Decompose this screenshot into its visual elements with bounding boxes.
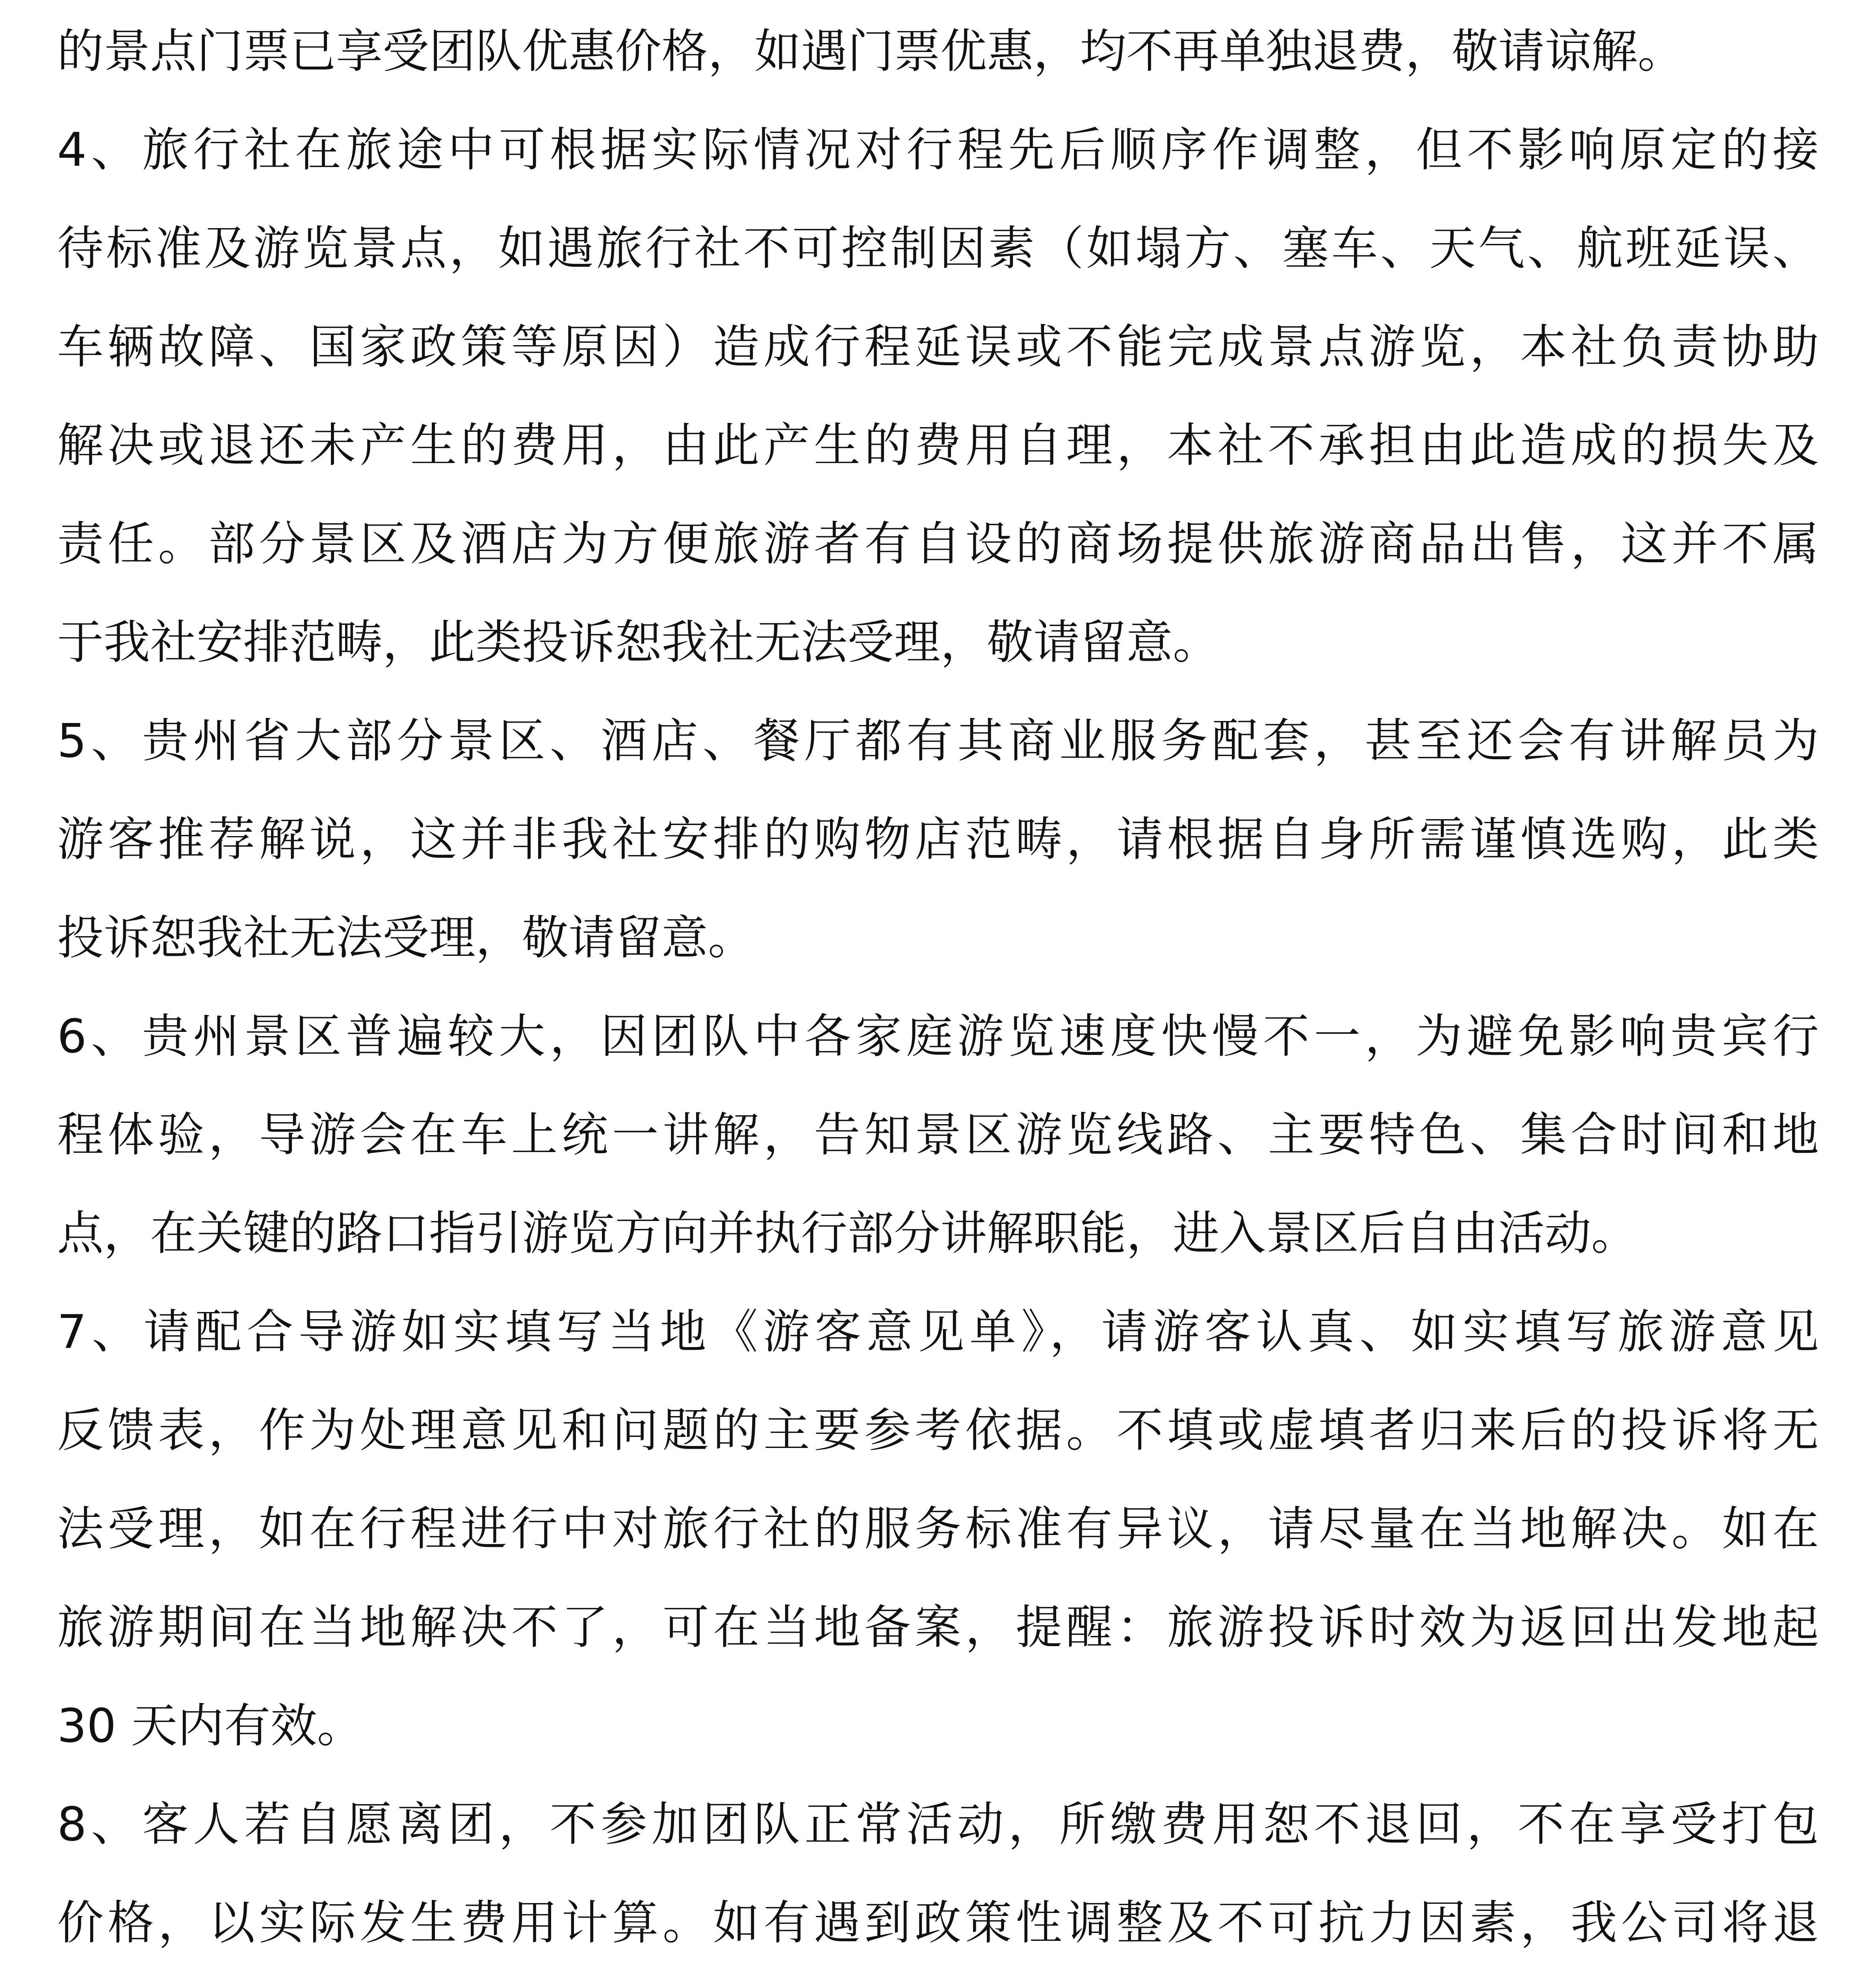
- text-line: 游客推荐解说，这并非我社安排的购物店范畴，请根据自身所需谨慎选购，此类: [57, 812, 1819, 866]
- text-line: 解决或退还未产生的费用，由此产生的费用自理，本社不承担由此造成的损失及: [57, 418, 1819, 472]
- text-line: 的景点门票已享受团队优惠价格，如遇门票优惠，均不再单独退费，敬请谅解。: [57, 24, 1685, 78]
- text-line: 价格，以实际发生费用计算。如有遇到政策性调整及不可抗力因素，我公司将退: [57, 1896, 1819, 1950]
- text-line: 车辆故障、国家政策等原因）造成行程延误或不能完成景点游览，本社负责协助: [57, 320, 1819, 374]
- text-line: 程体验，导游会在车上统一讲解，告知景区游览线路、主要特色、集合时间和地: [57, 1108, 1819, 1162]
- text-line: 旅游期间在当地解决不了，可在当地备案，提醒：旅游投诉时效为返回出发地起: [57, 1600, 1819, 1654]
- text-line: 点，在关键的路口指引游览方向并执行部分讲解职能，进入景区后自由活动。: [57, 1206, 1638, 1260]
- text-line: 7、请配合导游如实填写当地《游客意见单》，请游客认真、如实填写旅游意见: [57, 1305, 1819, 1359]
- text-line: 于我社安排范畴，此类投诉恕我社无法受理，敬请留意。: [57, 615, 1220, 669]
- text-line: 4、旅行社在旅途中可根据实际情况对行程先后顺序作调整，但不影响原定的接: [57, 123, 1819, 177]
- text-line: 30 天内有效。: [57, 1699, 364, 1753]
- text-line: 法受理，如在行程进行中对旅行社的服务标准有异议，请尽量在当地解决。如在: [57, 1502, 1819, 1556]
- text-line: 反馈表，作为处理意见和问题的主要参考依据。不填或虚填者归来后的投诉将无: [57, 1403, 1819, 1457]
- text-line: 5、贵州省大部分景区、酒店、餐厅都有其商业服务配套，甚至还会有讲解员为: [57, 714, 1819, 768]
- text-line: 责任。部分景区及酒店为方便旅游者有自设的商场提供旅游商品出售，这并不属: [57, 517, 1819, 571]
- text-line: 6、贵州景区普遍较大，因团队中各家庭游览速度快慢不一，为避免影响贵宾行: [57, 1009, 1819, 1063]
- text-line: 8、客人若自愿离团，不参加团队正常活动，所缴费用恕不退回，不在享受打包: [57, 1797, 1819, 1851]
- text-line: 待标准及游览景点，如遇旅行社不可控制因素（如塌方、塞车、天气、航班延误、: [57, 221, 1819, 275]
- text-line: 投诉恕我社无法受理，敬请留意。: [57, 911, 755, 965]
